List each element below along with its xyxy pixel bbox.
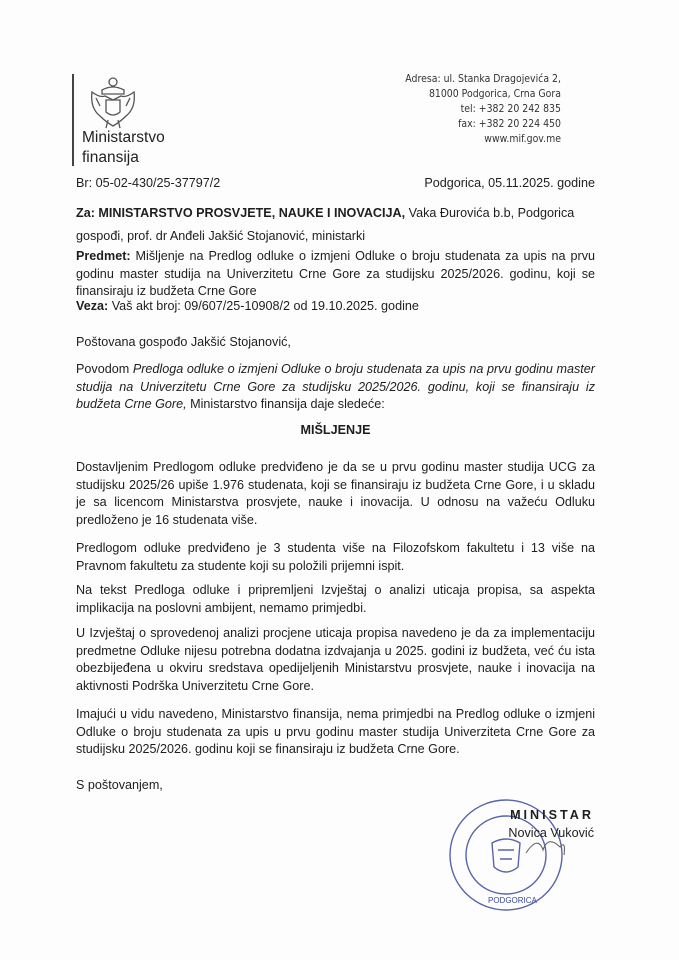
paragraph: U Izvještaj o sprovedenoj analizi procjene uticaja propisa navedeno je da za implementaciju predmetne Odluke nijesu potrebna dodatna izdvajanja u 2025. godini iz budžeta, već ću ista obezbijeđena u okviru sredstava opedijeljenih Ministarstvu prosvjete, nauke i inovacija na aktivnosti Podrška Univerzitetu Crne Gore. bbox=[76, 626, 595, 693]
reference-link bbox=[76, 299, 419, 313]
intro-paragraph bbox=[76, 361, 595, 414]
addressee-label: Za: MINISTARSTVO PROSVJETE, NAUKE I INOVACIJA, bbox=[76, 206, 406, 220]
intro-italic: Predloga odluke o izmjeni Odluke o broju studenata za upis na prvu godinu master studija na Univerzitetu Crne Gore za studijsku 2025/2026. godinu, koji se finansiraju iz budžeta Crne Gore, bbox=[76, 362, 596, 412]
address-line: Adresa: ul. Stanka Dragojevića 2, bbox=[405, 73, 561, 85]
ministry-name-line1: Ministarstvo bbox=[82, 129, 165, 146]
signatory-name: Novica Vuković bbox=[508, 826, 594, 840]
paragraph: Na tekst Predloga odluke i pripremljeni Izvještaj o analizi uticaja propisa, sa aspekta implikacija na poslovni ambijent, nemamo primjedbi. bbox=[76, 583, 595, 615]
website[interactable]: www.mif.gov.me bbox=[484, 133, 561, 145]
ministry-name-line2: finansija bbox=[82, 149, 139, 166]
paragraph: Imajući u vidu navedeno, Ministarstvo finansija, nema primjedbi na Predlog odluke o izmjeni Odluke o broju studenata za upis u prvu godinu master studija Univerziteta Crne Gore za studijsku 2025/2026. godinu koji se finansiraju iz budžeta Crne Gore. bbox=[76, 707, 595, 757]
stamp-city: PODGORICA bbox=[488, 896, 537, 905]
document-date: Podgorica, 05.11.2025. godine bbox=[424, 176, 595, 190]
greeting: Poštovana gospođo Jakšić Stojanović, bbox=[76, 335, 291, 349]
addressee-address: Vaka Đurovića b.b, Podgorica bbox=[405, 206, 575, 220]
subject-label: Predmet: bbox=[76, 249, 131, 263]
opinion-heading: MIŠLJENJE bbox=[300, 423, 371, 437]
closing: S poštovanjem, bbox=[76, 778, 163, 792]
signatory-title: MINISTAR bbox=[510, 808, 594, 822]
address-block bbox=[405, 72, 561, 147]
link-text: Vaš akt broj: 09/607/25-10908/2 od 19.10.2025. godine bbox=[108, 299, 419, 313]
subject-text: Mišljenje na Predlog odluke o izmjeni Odluke o broju studenata za upis na prvu godinu master studija na Univerzitetu Crne Gore za studijsku 2025/2026. godinu, koji se finansiraju iz budžeta Crne Gore bbox=[76, 249, 595, 299]
subject bbox=[76, 248, 595, 301]
ministry-name bbox=[82, 128, 165, 168]
intro-text: Povodom bbox=[76, 362, 133, 376]
phone: tel: +382 20 242 835 bbox=[460, 103, 561, 115]
reference-number: Br: 05-02-430/25-37797/2 bbox=[76, 176, 221, 190]
paragraph: Predlogom odluke predviđeno je 3 studenta više na Filozofskom fakultetu i 13 više na Pravnom fakultetu za studente koji su položili prijemni ispit. bbox=[76, 541, 595, 573]
coat-of-arms-icon bbox=[88, 76, 138, 130]
header-divider bbox=[72, 74, 74, 166]
intro-text-end: Ministarstvo finansija daje sledeće: bbox=[186, 397, 385, 412]
fax: fax: +382 20 224 450 bbox=[458, 118, 561, 130]
address-line: 81000 Podgorica, Crna Gora bbox=[429, 88, 561, 100]
link-label: Veza: bbox=[76, 299, 109, 313]
paragraph: Dostavljenim Predlogom odluke predviđeno je da se u prvu godinu master studija UCG za studijsku 2025/26 upiše 1.976 studenata, koji se finansiraju iz budžeta Crne Gore, i u skladu je sa licencom Ministarstva prosvjete, nauke i inovacija. U odnosu na važeću Odluku predloženo je 16 studenata više. bbox=[76, 460, 595, 527]
addressee bbox=[76, 206, 574, 220]
recipient: gospođi, prof. dr Anđeli Jakšić Stojanović, ministarki bbox=[76, 229, 366, 243]
